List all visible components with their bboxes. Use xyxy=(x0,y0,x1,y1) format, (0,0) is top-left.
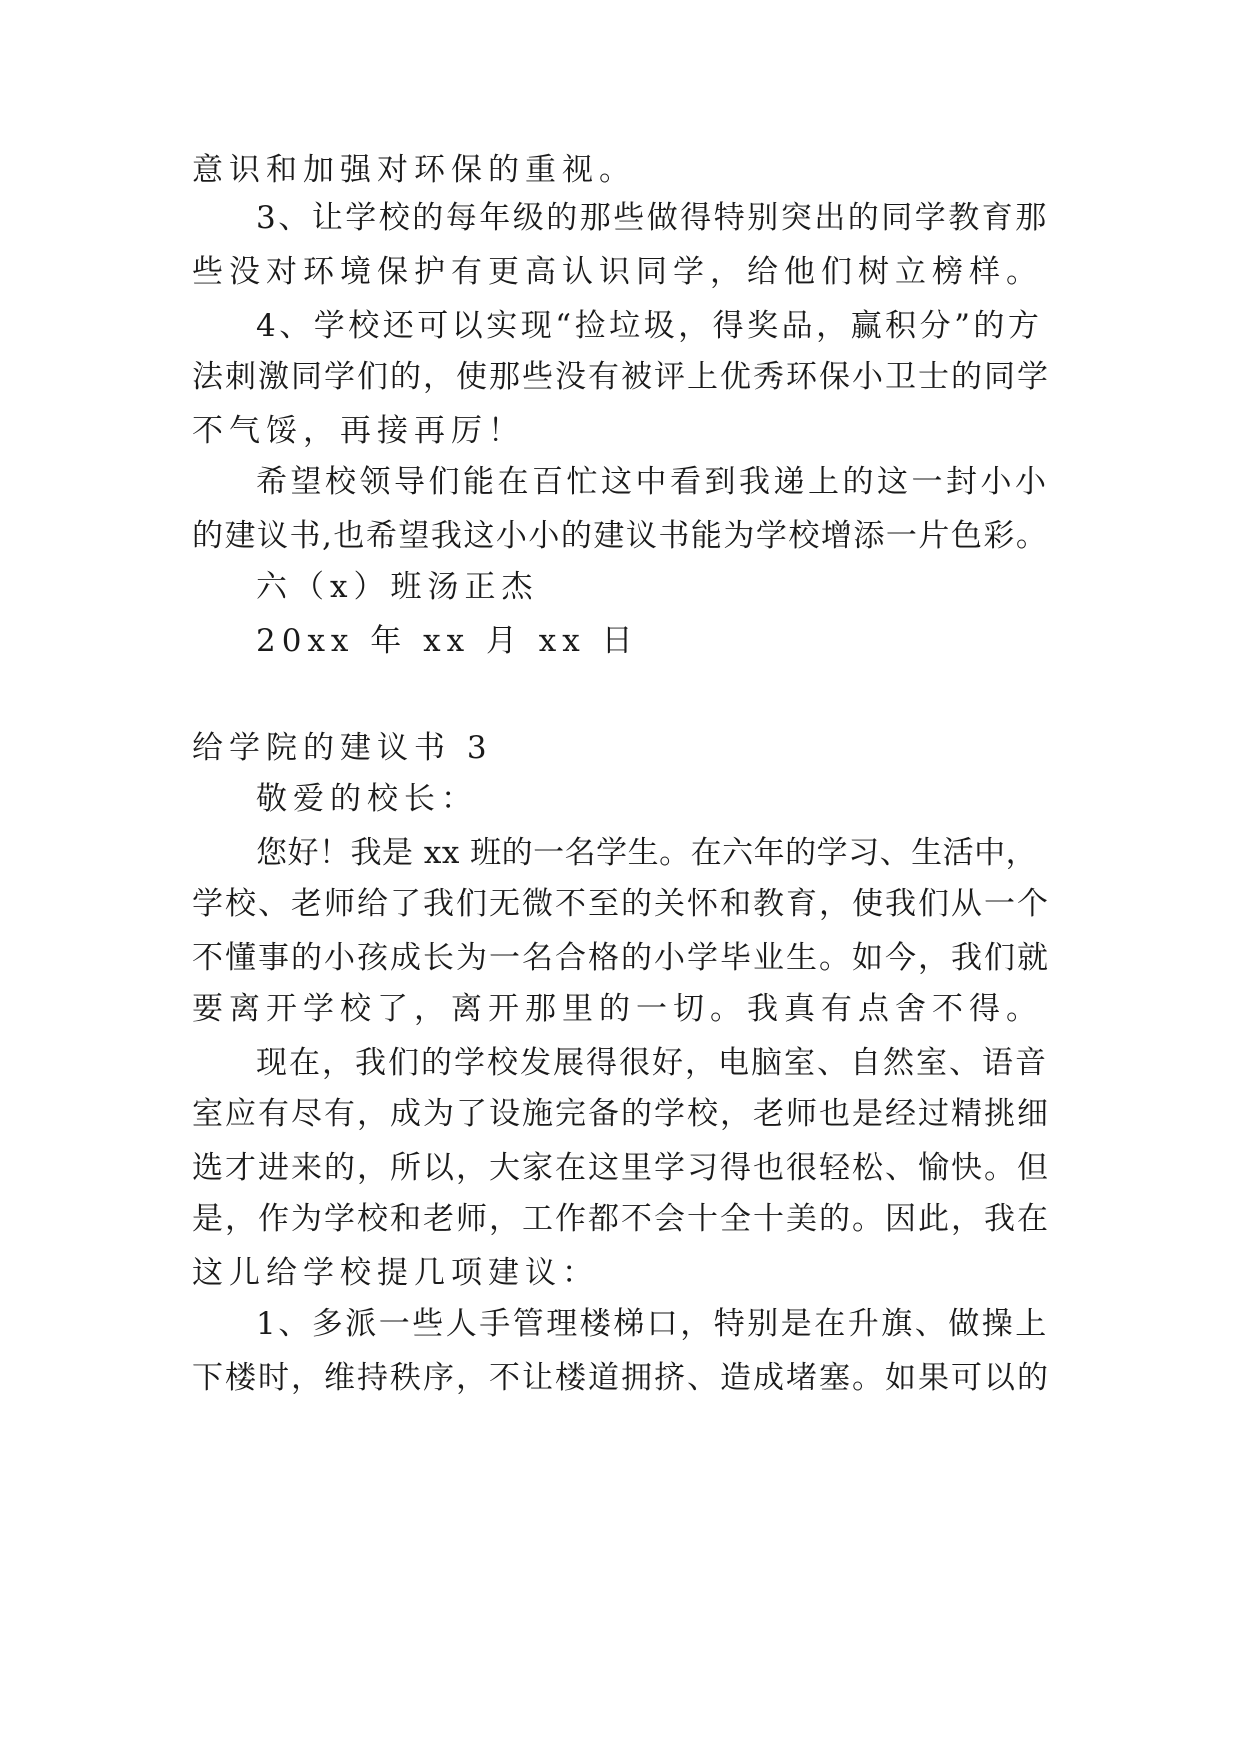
salutation: 敬爱的校长： xyxy=(256,781,478,817)
section-title: 给学院的建议书 3 xyxy=(192,730,493,766)
text-line-15: 不懂事的小孩成长为一名合格的小学毕业生。如今，我们就 xyxy=(192,940,1050,976)
text-line-3: 些没对环境保护有更高认识同学，给他们树立榜样。 xyxy=(192,254,1043,290)
text-line-21: 这儿给学校提几项建议： xyxy=(192,1255,599,1291)
text-line-1: 意识和加强对环保的重视。 xyxy=(192,152,636,188)
signature-date: 20xx 年 xx 月 xx 日 xyxy=(256,623,639,659)
text-line-7: 希望校领导们能在百忙这中看到我递上的这一封小小 xyxy=(256,464,1050,500)
text-line-13: 您好！我是 xx 班的一名学生。在六年的学习、生活中， xyxy=(256,835,1038,871)
text-line-19: 选才进来的，所以，大家在这里学习得也很轻松、愉快。但 xyxy=(192,1150,1050,1186)
text-line-16: 要离开学校了，离开那里的一切。我真有点舍不得。 xyxy=(192,991,1043,1027)
signature-class-name: 六（x）班汤正杰 xyxy=(256,569,539,605)
text-line-17: 现在，我们的学校发展得很好，电脑室、自然室、语音 xyxy=(256,1045,1048,1081)
text-line-8: 的建议书,也希望我这小小的建议书能为学校增添一片色彩。 xyxy=(192,518,1049,554)
text-line-20: 是，作为学校和老师，工作都不会十全十美的。因此，我在 xyxy=(192,1201,1050,1237)
text-line-4: 4、学校还可以实现“捡垃圾，得奖品，赢积分”的方 xyxy=(256,308,1043,344)
text-line-18: 室应有尽有，成为了设施完备的学校，老师也是经过精挑细 xyxy=(192,1096,1050,1132)
text-line-22: 1、多派一些人手管理楼梯口，特别是在升旗、做操上 xyxy=(256,1306,1049,1342)
text-line-2: 3、让学校的每年级的那些做得特别突出的同学教育那 xyxy=(256,200,1049,236)
text-line-23: 下楼时，维持秩序，不让楼道拥挤、造成堵塞。如果可以的 xyxy=(192,1360,1050,1396)
text-line-6: 不气馁，再接再厉！ xyxy=(192,413,525,449)
text-line-5: 法刺激同学们的，使那些没有被评上优秀环保小卫士的同学 xyxy=(192,359,1050,395)
text-line-14: 学校、老师给了我们无微不至的关怀和教育，使我们从一个 xyxy=(192,886,1050,922)
